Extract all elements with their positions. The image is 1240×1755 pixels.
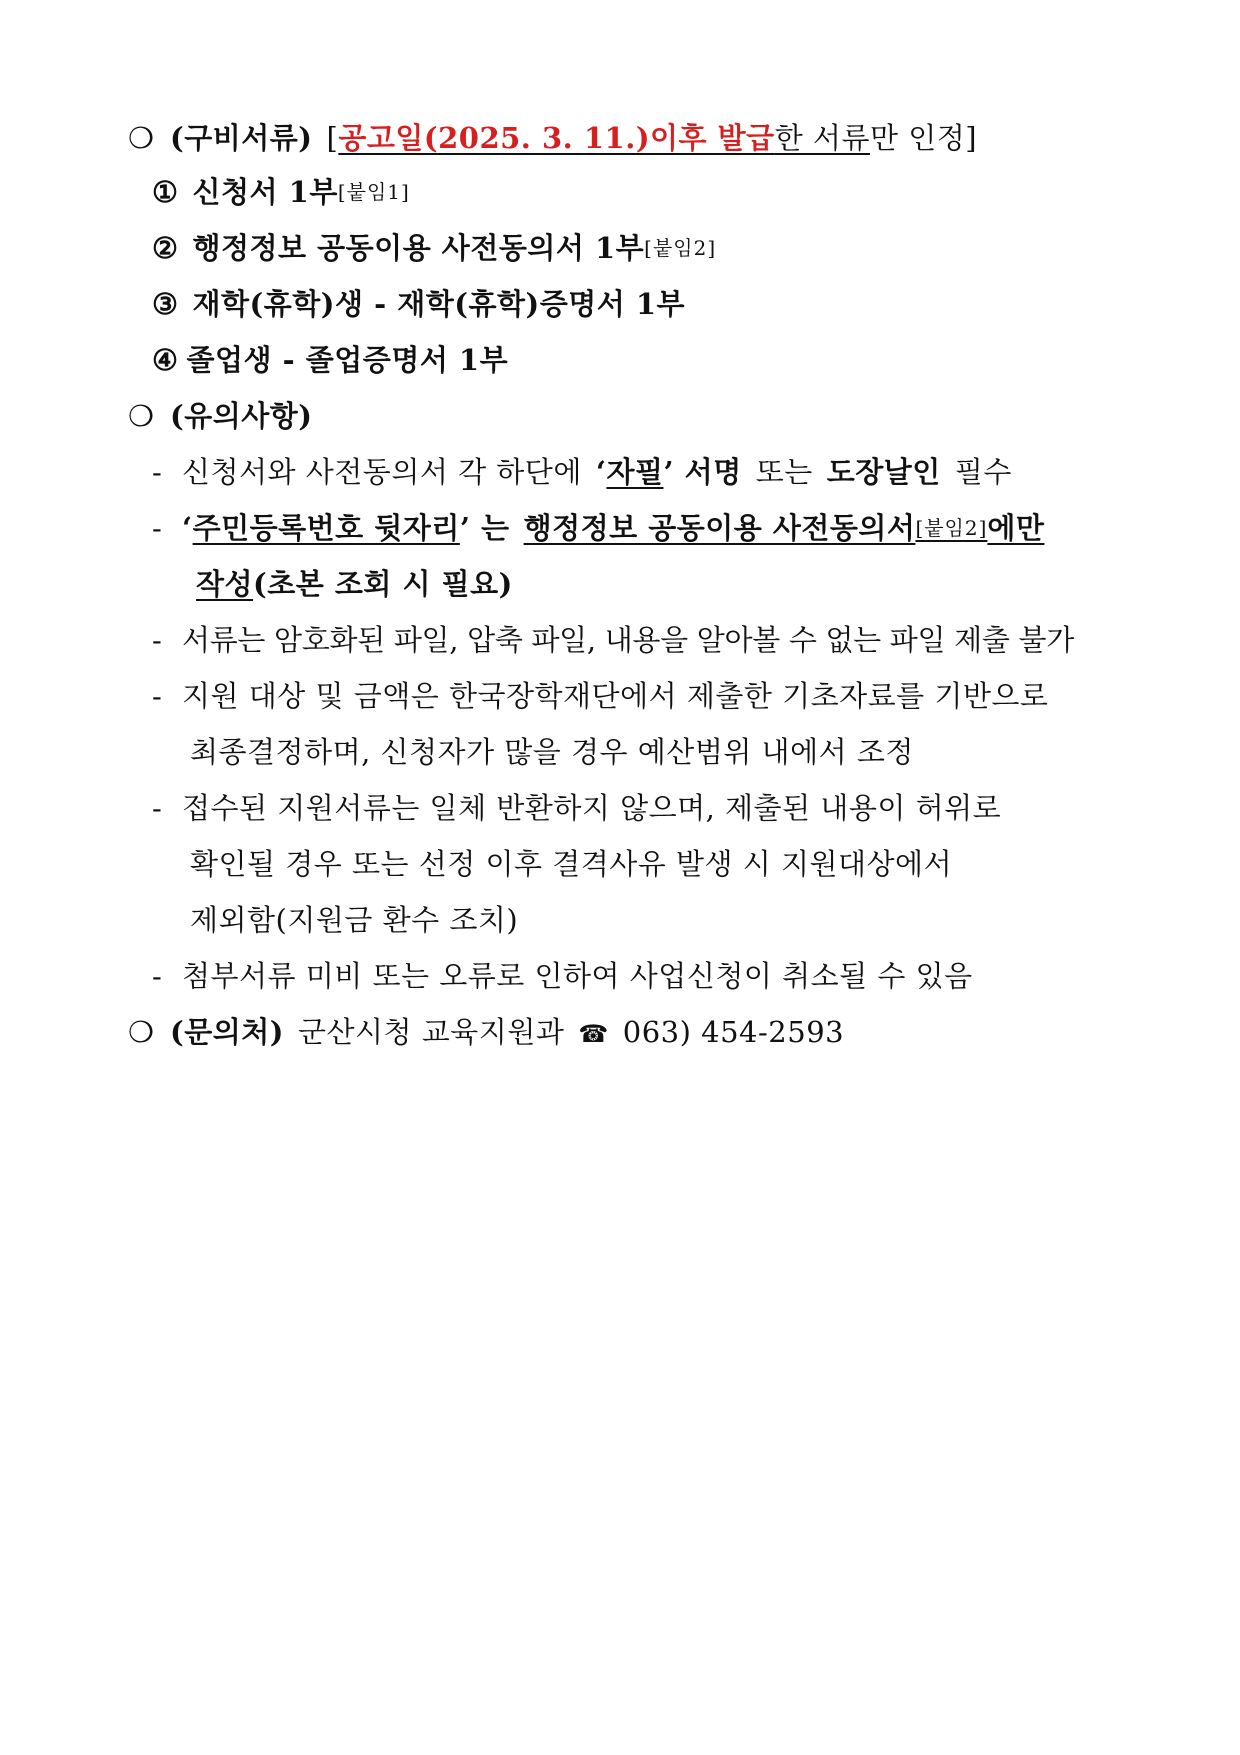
phone-icon: ☎ [578,1020,609,1048]
note-emphasis: 주민등록번호 뒷자리 [192,511,460,545]
item-text: 행정정보 공동이용 사전동의서 1부 [192,231,645,265]
issue-date-requirement: 공고일(2025. 3. 11.)이후 발급 [338,121,775,155]
circle-bullet-icon: ❍ [128,121,155,155]
section-notes-header [128,396,313,436]
item-text: 재학(휴학)생 - 재학(휴학)증명서 1부 [192,287,686,321]
item-number: ④ [152,343,179,377]
dash-bullet: - [152,791,163,825]
note-text: 만 인정] [869,121,978,155]
note-item-continued [190,732,914,772]
note-emphasis: 행정정보 공동이용 사전동의서 [523,511,916,545]
note-emphasis: 도장날인 [826,455,941,489]
note-text: (초본 조회 시 필요) [253,567,513,601]
item-number: ③ [152,287,179,321]
note-text: 첨부서류 미비 또는 오류로 인하여 사업신청이 취소될 수 있음 [182,959,973,993]
section-contact [128,1012,844,1054]
item-number: ② [152,231,179,265]
note-text: 확인될 경우 또는 선정 이후 결격사유 발생 시 지원대상에서 [190,847,953,881]
dash-bullet: - [152,623,162,657]
note-item [152,508,1044,548]
note-text: ‘ [182,511,193,545]
note-text: ’ 는 [459,511,510,545]
note-item [152,620,1074,660]
note-item [152,788,1001,828]
note-item [152,452,1012,492]
note-item [152,956,973,996]
note-text: 서류는 암호화된 파일, 압축 파일, 내용을 알아볼 수 없는 파일 제출 불가 [182,623,1074,657]
section-heading: (구비서류) [170,121,313,155]
note-text: 접수된 지원서류는 일체 반환하지 않으며, 제출된 내용이 허위로 [182,791,1002,825]
note-text: 한 서류 [774,121,870,155]
doc-item [152,340,508,380]
section-docs-header [128,118,977,158]
note-text: ‘ [595,455,607,489]
note-text: 또는 [755,455,813,489]
note-emphasis: 자필 [606,455,664,489]
attachment-ref: [붙임2] [915,516,988,540]
note-item-continued [190,844,952,884]
section-heading: (유의사항) [170,399,313,433]
item-text: 졸업생 - 졸업증명서 1부 [186,343,509,377]
note-item [152,676,1048,716]
contact-phone: 063) 454-2593 [622,1015,845,1049]
note-emphasis: 작성 [196,567,254,601]
section-heading: (문의처) [170,1015,284,1049]
dash-bullet: - [152,679,163,713]
doc-item [152,228,716,268]
note-text: 제외함(지원금 환수 조치) [190,903,519,937]
attachment-ref: [붙임1] [337,180,410,204]
dash-bullet: - [152,959,163,993]
doc-item [152,172,410,212]
contact-department: 군산시청 교육지원과 [298,1015,565,1049]
attachment-ref: [붙임2] [644,236,717,260]
dash-bullet: - [152,455,163,489]
circle-bullet-icon: ❍ [128,1015,155,1049]
circle-bullet-icon: ❍ [128,399,155,433]
item-number: ① [152,175,179,209]
note-emphasis: ’ 서명 [663,455,742,489]
note-emphasis: 에만 [987,511,1045,545]
note-text: 지원 대상 및 금액은 한국장학재단에서 제출한 기초자료를 기반으로 [182,679,1049,713]
note-item-continued [196,564,513,604]
note-open-bracket: [ [326,121,339,155]
note-text: 신청서와 사전동의서 각 하단에 [182,455,582,489]
note-text: 최종결정하며, 신청자가 많을 경우 예산범위 내에서 조정 [190,735,914,769]
note-item-continued [190,900,518,940]
note-text: 필수 [954,455,1012,489]
doc-item [152,284,685,324]
dash-bullet: - [152,511,163,545]
item-text: 신청서 1부 [192,175,338,209]
